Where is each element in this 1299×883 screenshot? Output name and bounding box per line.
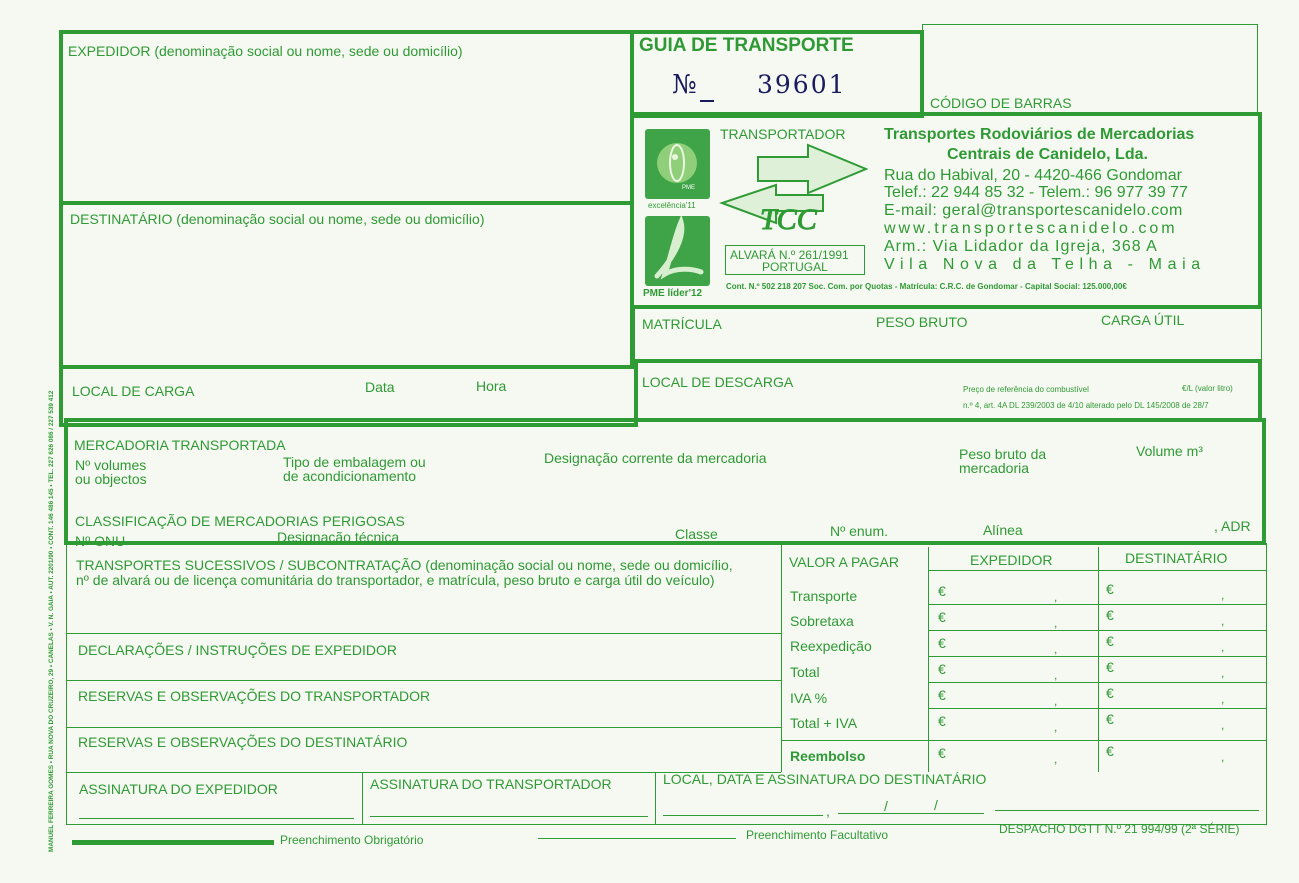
fuel-law-label: n.º 4, art. 4A DL 239/2003 de 4/10 alterado pelo DL 145/2008 de 28/7 [963, 401, 1209, 410]
signature-sender-label: ASSINATURA DO EXPEDIDOR [79, 781, 278, 797]
dispatch-label: DESPACHO DGTT N.º 21 994/99 (2ª SÉRIE) [999, 822, 1240, 836]
tcc-logo-icon [718, 141, 868, 241]
dangerous-tech: Designação técnica [277, 529, 400, 545]
plate-label: MATRÍCULA [642, 316, 722, 332]
currency-sender-5[interactable]: € [938, 687, 946, 703]
recipient-place-line[interactable] [663, 815, 823, 816]
sender-label: EXPEDIDOR (denominação social ou nome, sede ou domicílio) [68, 43, 463, 59]
pme-lider-label: PME líder'12 [643, 288, 703, 299]
payment-row-refund: Reembolso [790, 748, 866, 764]
barcode-label: CÓDIGO DE BARRAS [930, 95, 1072, 111]
dangerous-onu: Nº ONU [75, 533, 126, 549]
pme-lider-badge [645, 216, 710, 286]
sep-sender-1: , [1054, 590, 1058, 604]
fuel-reference-label: Preço de referência do combustível [963, 385, 1089, 394]
sep-recipient-6: , [1221, 718, 1225, 732]
currency-sender-4[interactable]: € [938, 661, 946, 677]
dangerous-alinea: Alínea [983, 522, 1023, 538]
guide-number: 39601 [757, 70, 847, 99]
sep-recipient-4: , [1221, 666, 1225, 680]
currency-recipient-1[interactable]: € [1106, 581, 1114, 597]
sep-recipient-5: , [1221, 692, 1225, 706]
payment-row-surcharge: Sobretaxa [790, 613, 854, 629]
license-line2: PORTUGAL [762, 260, 828, 274]
mandatory-legend-label: Preenchimento Obrigatório [280, 833, 424, 847]
company-email: E-mail: geral@transportescanidelo.com [884, 202, 1183, 219]
goods-designation-label: Designação corrente da mercadoria [544, 450, 767, 466]
gross-weight-label: PESO BRUTO [876, 314, 968, 330]
goods-packaging-line2: de acondicionamento [283, 468, 417, 484]
payment-col-sender: EXPEDIDOR [970, 552, 1053, 568]
loading-date-label: Data [365, 379, 395, 395]
optional-legend-line [538, 838, 736, 839]
company-legal: Cont. N.º 502 218 207 Soc. Com. por Quotas - Matrícula: C.R.C. de Gondomar - Capital Social: 125.000,00€ [726, 282, 1127, 291]
goods-volumes-line1: Nº volumes [75, 457, 147, 473]
pme-excelencia-badge [645, 129, 710, 199]
currency-recipient-3[interactable]: € [1106, 633, 1114, 649]
sep-recipient-3: , [1221, 640, 1225, 654]
goods-weight-line1: Peso bruto da [959, 446, 1047, 462]
declarations-label: DECLARAÇÕES / INSTRUÇÕES DE EXPEDIDOR [78, 642, 397, 658]
goods-volumes-line2: ou objectos [75, 471, 147, 487]
payment-row-total: Total [790, 664, 820, 680]
signature-sender-line[interactable] [79, 818, 354, 819]
successive-line1: TRANSPORTES SUCESSIVOS / SUBCONTRATAÇÃO (denominação social ou nome, sede ou domicílio, [76, 557, 733, 573]
recipient-date-slash1: / [884, 798, 888, 814]
currency-sender-7[interactable]: € [938, 745, 946, 761]
payload-label: CARGA ÚTIL [1101, 312, 1185, 328]
pme-excelencia-label: excelência'11 [648, 201, 696, 210]
currency-recipient-2[interactable]: € [1106, 607, 1114, 623]
goods-title: MERCADORIA TRANSPORTADA [74, 437, 286, 453]
license-line1: ALVARÁ N.º 261/1991 [730, 248, 849, 262]
carrier-notes-label: RESERVAS E OBSERVAÇÕES DO TRANSPORTADOR [78, 688, 431, 704]
company-website: www.transportescanidelo.com [884, 220, 1178, 237]
recipient-date-comma: , [826, 803, 830, 819]
signature-carrier-line[interactable] [370, 816, 648, 817]
carrier-label: TRANSPORTADOR [720, 126, 846, 142]
loading-time-label: Hora [476, 378, 507, 394]
sep-sender-5: , [1054, 694, 1058, 708]
recipient-date-slash2: / [934, 797, 938, 813]
currency-sender-1[interactable]: € [938, 583, 946, 599]
optional-legend-label: Preenchimento Facultativo [746, 828, 889, 842]
recipient-notes-label: RESERVAS E OBSERVAÇÕES DO DESTINATÁRIO [78, 734, 408, 750]
currency-recipient-5[interactable]: € [1106, 685, 1114, 701]
dangerous-adr: , ADR [1214, 518, 1251, 534]
dangerous-class: Classe [675, 526, 718, 542]
unloading-box[interactable] [634, 359, 1262, 422]
sep-recipient-1: , [1221, 588, 1225, 602]
payment-row-reshipment: Reexpedição [790, 638, 872, 654]
company-warehouse2: Vila Nova da Telha - Maia [884, 256, 1206, 273]
guide-title: GUIA DE TRANSPORTE [639, 35, 854, 56]
company-name-line2: Centrais de Canidelo, Lda. [947, 146, 1148, 163]
currency-recipient-6[interactable]: € [1106, 711, 1114, 727]
sep-sender-3: , [1054, 642, 1058, 656]
goods-weight-line2: mercadoria [959, 460, 1030, 476]
currency-sender-3[interactable]: € [938, 635, 946, 651]
currency-sender-2[interactable]: € [938, 609, 946, 625]
pme-badge-text: PME [682, 185, 696, 191]
signature-recipient-label: LOCAL, DATA E ASSINATURA DO DESTINATÁRIO [663, 771, 987, 787]
payment-title: VALOR A PAGAR [789, 554, 899, 570]
sep-recipient-7: , [1221, 750, 1225, 764]
company-warehouse1: Arm.: Via Lidador da Igreja, 368 A [884, 238, 1158, 255]
company-name-line1: Transportes Rodoviários de Mercadorias [884, 126, 1195, 143]
sep-sender-4: , [1054, 668, 1058, 682]
mandatory-legend-bar [72, 840, 274, 845]
goods-packaging-line1: Tipo de embalagem ou [283, 454, 426, 470]
payment-col-recipient: DESTINATÁRIO [1125, 550, 1228, 566]
payment-row-transport: Transporte [790, 588, 858, 604]
sep-sender-6: , [1054, 720, 1058, 734]
payment-row-vat: IVA % [790, 690, 828, 706]
currency-sender-6[interactable]: € [938, 713, 946, 729]
currency-recipient-7[interactable]: € [1106, 743, 1114, 759]
recipient-date-line[interactable] [838, 813, 984, 814]
dangerous-title: CLASSIFICAÇÃO DE MERCADORIAS PERIGOSAS [75, 513, 405, 529]
payment-row-total-vat: Total + IVA [790, 715, 858, 731]
guide-number-symbol: № [672, 70, 697, 100]
company-address: Rua do Habival, 20 - 4420-466 Gondomar [884, 167, 1182, 184]
signature-carrier-label: ASSINATURA DO TRANSPORTADOR [370, 776, 612, 792]
company-phone: Telef.: 22 944 85 32 - Telem.: 96 977 39 77 [884, 184, 1188, 201]
currency-recipient-4[interactable]: € [1106, 659, 1114, 675]
sep-sender-7: , [1054, 752, 1058, 766]
recipient-signature-line[interactable] [995, 810, 1259, 811]
dangerous-enum: Nº enum. [830, 523, 889, 539]
printer-info-text: MANUEL FERREIRA GOMES • RUA NOVA DO CRUZEIRO, 29 • CANELAS • V. N. GAIA • AUT. 2201/90 • CONT. 146 486 145 • TEL. 227 626 086 / 227 539 412 [48, 390, 55, 852]
fuel-unit-label: €/L (valor litro) [1182, 384, 1233, 393]
printer-info [48, 390, 55, 853]
tcc-logo-text: TCC [760, 203, 817, 236]
loading-label: LOCAL DE CARGA [72, 383, 195, 399]
recipient-label: DESTINATÁRIO (denominação social ou nome, sede ou domicílio) [70, 211, 485, 227]
goods-volume-label: Volume m³ [1136, 443, 1203, 459]
unloading-label: LOCAL DE DESCARGA [642, 374, 794, 390]
successive-line2: nº de alvará ou de licença comunitária do transportador, e matrícula, peso bruto e carga útil do veículo) [76, 572, 715, 588]
sep-sender-2: , [1054, 616, 1058, 630]
number-underline [700, 100, 714, 102]
sep-recipient-2: , [1221, 614, 1225, 628]
